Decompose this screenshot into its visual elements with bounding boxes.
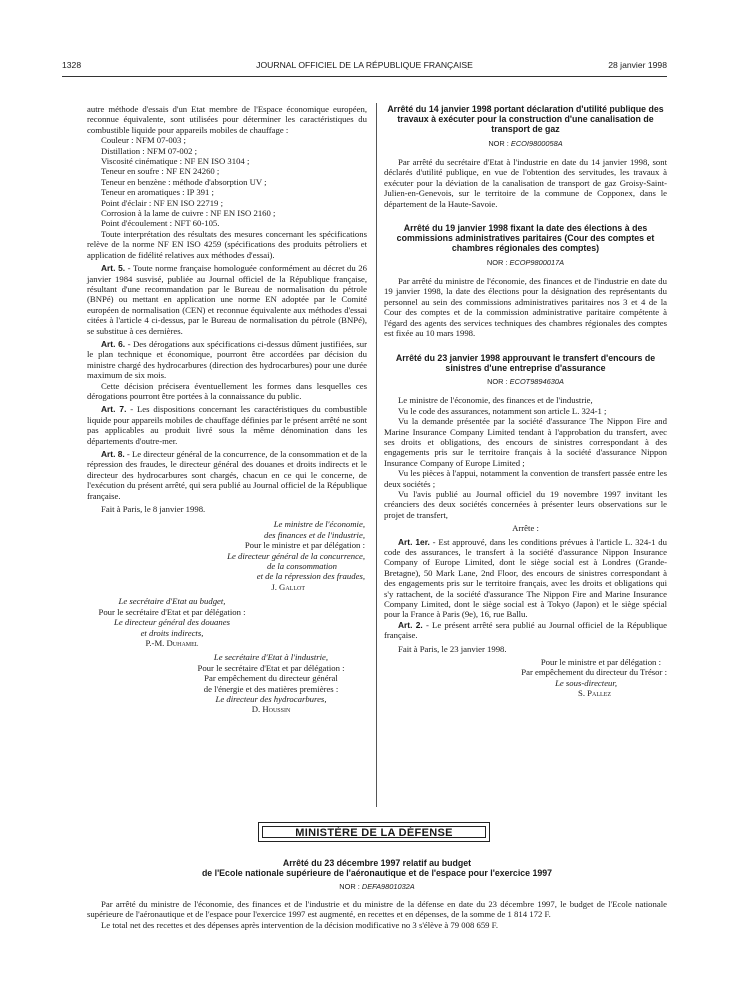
- article-text: - Les dispositions concernant les caractéristiques du combustible liquide pour appareils mobiles de chauffage définies par le présent arrêté ne sont pas applicables au produit livré sous la même dénomination dans les départements d'outre-mer.: [87, 404, 367, 446]
- visa-paragraph: Vu la demande présentée par la société d'assurance The Nippon Fire and Marine Insurance Company Limited tendant à l'approbation du transfert, avec ses droits et obligations, des encours de sinistres correspondant à des engagements pris sur le territoire français à la société d'assurance Nippon Insurance Company of Europe Limited ;: [384, 416, 667, 468]
- nor-code: ECOI9800058A: [510, 138, 563, 148]
- signatory-name: S. Pallez: [577, 688, 611, 699]
- signature-block-budget: [87, 596, 257, 648]
- signature-line: des finances et de l'industrie,: [263, 529, 365, 540]
- article-text: - Le directeur général de la concurrence, de la consommation et de la répression des fraudes, le directeur général des douanes et droits indirects et le directeur des hydrocarbures sont chargés, chacun en ce qui le concerne, de l'exécution du présent arrêté, qui sera publié au Journal officiel de la République française.: [87, 449, 367, 501]
- visa-paragraph: Vu le code des assurances, notamment son article L. 324-1 ;: [398, 405, 607, 416]
- done-at-paris: Fait à Paris, le 23 janvier 1998.: [398, 643, 507, 654]
- article-label: Art. 8.: [101, 449, 125, 459]
- spec-list: [87, 135, 367, 229]
- signature-line: Le secrétaire d'Etat au budget,: [118, 596, 226, 607]
- signature-line: Pour le ministre et par délégation :: [540, 657, 661, 668]
- decree-body: Par arrêté du ministre de l'économie, des finances et de l'industrie et du ministre de la défense en date du 23 décembre 1997, le budget de l'Ecole nationale supérieure de l'aéronautique et de l'espace pour l'exercice 1997 est augmenté, en recettes et en dépenses, de la somme de 1 814 172 F.: [87, 898, 667, 920]
- signature-block-treasury: [384, 657, 667, 699]
- decree-title-line: Arrêté du 23 décembre 1997 relatif au budget: [282, 858, 472, 868]
- signature-line: Le directeur des hydrocarbures,: [215, 693, 327, 704]
- nor-reference: [384, 258, 667, 268]
- signature-line: et de la répression des fraudes,: [256, 571, 365, 582]
- nor-reference: [384, 139, 667, 149]
- signature-line: Pour le ministre et par délégation :: [244, 540, 365, 551]
- signature-line: et droits indirects,: [140, 627, 204, 638]
- article-text: - Toute norme française homologuée conformément au décret du 26 janvier 1984 susvisé, publiée au Journal officiel de la République française, résultant d'une recommandation par le Bureau de normalisation du pétrole (BNPé) ou mettant en application une norme EN adoptée par le Comité européen de normalisation (CEN) et reconnue équivalente aux méthodes d'essai citées à l'article 4 ci-dessus, par le Bureau de normalisation du pétrole (BNPé), se substitue à ces dernières.: [87, 263, 367, 336]
- article-label: Art. 1er.: [398, 536, 430, 547]
- right-column: [384, 104, 667, 699]
- signature-line: Le directeur général de la concurrence,: [227, 550, 365, 561]
- nor-reference: [384, 377, 667, 387]
- minister-line: Le ministre de l'économie, des finances et de l'industrie,: [398, 395, 593, 406]
- page-number: 1328: [62, 60, 82, 70]
- ministry-heading-box: [258, 822, 490, 842]
- nor-code: DEFA9801032A: [361, 882, 415, 892]
- done-at-paris: Fait à Paris, le 8 janvier 1998.: [101, 504, 206, 515]
- journal-title: JOURNAL OFFICIEL DE LA RÉPUBLIQUE FRANÇAISE: [256, 60, 473, 70]
- arrete-heading: Arrête :: [512, 523, 539, 534]
- article-label: Art. 2.: [398, 619, 423, 630]
- decree-body: Par arrêté du ministre de l'économie, des finances et de l'industrie en date du 19 janvier 1998, la date des élections pour la désignation des représentants du personnel au sein des commissions administratives paritaires nos 3 et 4 de la Cour des comptes et de la commission administrative paritaire compétente à l'égard des agents des services techniques des chambres régionales des comptes est fixée au 10 mars 1998.: [384, 276, 667, 339]
- signature-line: Pour le secrétaire d'Etat et par délégation :: [98, 606, 246, 617]
- article-label: Art. 7.: [101, 404, 127, 415]
- ministry-heading: MINISTÈRE DE LA DÉFENSE: [262, 826, 486, 838]
- article-1: [384, 537, 667, 620]
- signature-line: Par empêchement du directeur du Trésor :: [521, 667, 667, 678]
- signature-line: Le sous-directeur,: [555, 677, 617, 688]
- page-header: [62, 60, 667, 74]
- article-2: [384, 620, 667, 641]
- decree-title-line: de l'Ecole nationale supérieure de l'aéronautique et de l'espace pour l'exercice 1997: [201, 868, 553, 879]
- spec-item: Viscosité cinématique : NF EN ISO 3104 ;: [101, 156, 250, 167]
- issue-date: 28 janvier 1998: [608, 60, 667, 70]
- spec-item: Couleur : NFM 07-003 ;: [101, 135, 186, 146]
- signature-block-economy: [87, 519, 367, 592]
- nor-reference: [87, 882, 667, 892]
- nor-prefix: NOR :: [487, 376, 510, 386]
- signatory-name: D. Houssin: [251, 704, 291, 715]
- defense-decree: [87, 858, 667, 930]
- nor-code: ECOT9894630A: [509, 376, 564, 386]
- signature-line: Par empêchement du directeur général: [204, 673, 338, 684]
- decree-title-gas: Arrêté du 14 janvier 1998 portant déclaration d'utilité publique des travaux à exécuter pour la construction d'une canalisation de transport de gaz: [387, 104, 664, 135]
- article-label: Art. 5.: [101, 263, 126, 274]
- article-6: [87, 339, 367, 381]
- signature-line: Pour le secrétaire d'Etat et par délégation :: [197, 662, 345, 673]
- spec-item: Corrosion à la lame de cuivre : NF EN ISO 2160 ;: [101, 208, 276, 219]
- nor-prefix: NOR :: [486, 257, 510, 267]
- signature-line: Le ministre de l'économie,: [273, 519, 365, 530]
- header-rule: [62, 76, 667, 77]
- signature-line: de l'énergie et des matières premières :: [203, 683, 339, 694]
- spec-item: Teneur en benzène : méthode d'absorption UV ;: [101, 176, 267, 187]
- article-text: - Le présent arrêté sera publié au Journal officiel de la République française.: [384, 619, 667, 641]
- article-8: [87, 449, 367, 501]
- signature-block-industry: [175, 652, 367, 714]
- visa-paragraph: Vu l'avis publié au Journal officiel du 19 novembre 1997 invitant les créanciers des deux sociétés concernées à présenter leurs observations sur le projet de transfert,: [384, 488, 667, 520]
- spec-item: Teneur en aromatiques : IP 391 ;: [101, 187, 214, 198]
- decree-body: Par arrêté du secrétaire d'Etat à l'industrie en date du 14 janvier 1998, sont déclarés d'utilité publique, en vue de l'obtention des servitudes, les travaux à exécuter pour la déviation de la canalisation de transport de gaz Groisy-Saint-Julien-en-Genevois, sur le territoire de la commune de Copponex, dans le département de la Haute-Savoie.: [384, 157, 667, 209]
- nor-prefix: NOR :: [339, 882, 362, 892]
- decree-title-insurance: Arrêté du 23 janvier 1998 approuvant le transfert d'encours de sinistres d'une entreprise d'assurance: [395, 352, 656, 373]
- signatory-name: J. Gallot: [271, 581, 305, 592]
- signature-line: de la consommation: [267, 561, 337, 572]
- spec-item: Point d'éclair : NF EN ISO 22719 ;: [101, 197, 223, 208]
- decree-title-elections: Arrêté du 19 janvier 1998 fixant la date des élections à des commissions administratives paritaires (Cour des comptes et chambres régionales des comptes): [396, 223, 655, 254]
- column-divider: [376, 103, 377, 807]
- article-text: - Des dérogations aux spécifications ci-dessus dûment justifiées, sur le plan technique et économique, pourront être accordées par décision du ministre chargé des hydrocarbures (direction des hydrocarbures) pour une durée maximum de six mois.: [87, 338, 367, 381]
- article-label: Art. 6.: [101, 338, 126, 349]
- spec-item: Point d'écoulement : NFT 60-105.: [101, 218, 220, 229]
- decree-body: Le total net des recettes et des dépenses après intervention de la décision modificative no 3 s'élève à 79 008 659 F.: [101, 919, 498, 930]
- left-column: [87, 104, 367, 715]
- article-7: [87, 404, 367, 446]
- signature-line: Le directeur général des douanes: [114, 617, 230, 628]
- signatory-name: P.-M. Duhamel: [145, 637, 199, 648]
- interpretation-paragraph: Toute interprétation des résultats des mesures concernant les spécifications relève de la norme NF EN ISO 4259 (spécifications des produits pétroliers et application de fidélité relatives aux méthodes d'essai).: [87, 228, 367, 260]
- spec-item: Distillation : NFM 07-002 ;: [101, 145, 198, 156]
- intro-paragraph: autre méthode d'essais d'un Etat membre de l'Espace économique européen, reconnue équivalente, sont utilisées pour déterminer les caractéristiques du combustible liquide pour appareils mobiles de chauffage :: [87, 104, 367, 135]
- signature-line: Le secrétaire d'Etat à l'industrie,: [213, 652, 329, 663]
- visa-paragraph: Vu les pièces à l'appui, notamment la convention de transfert passée entre les deux sociétés ;: [384, 468, 667, 489]
- nor-code: ECOP9800017A: [509, 257, 565, 267]
- nor-prefix: NOR :: [488, 138, 511, 148]
- article-5: [87, 263, 367, 336]
- spec-item: Teneur en soufre : NF EN 24260 ;: [101, 166, 220, 177]
- article-text: - Est approuvé, dans les conditions prévues à l'article L. 324-1 du code des assurances, le transfert à la société d'assurance Nippon Insurance Company of Europe Limited, dont le siège social est à Londres (Grande-Bretagne), 50 Mark Lane, 2nd Floor, des encours de sinistres correspondant à des engagements pris sur le territoire français, avec les droits et obligations qui s'y rattachent, de la société d'assurance The Nippon Fire and Marine Insurance Company Limited, dont le siège social est à Tokyo (Japon) et le siège spécial pour la France à Paris (9e), 16, rue Ballu.: [384, 536, 667, 620]
- article-6-followup: Cette décision précisera éventuellement les formes dans lesquelles ces dérogations pourront être portées à la connaissance du public.: [87, 380, 367, 401]
